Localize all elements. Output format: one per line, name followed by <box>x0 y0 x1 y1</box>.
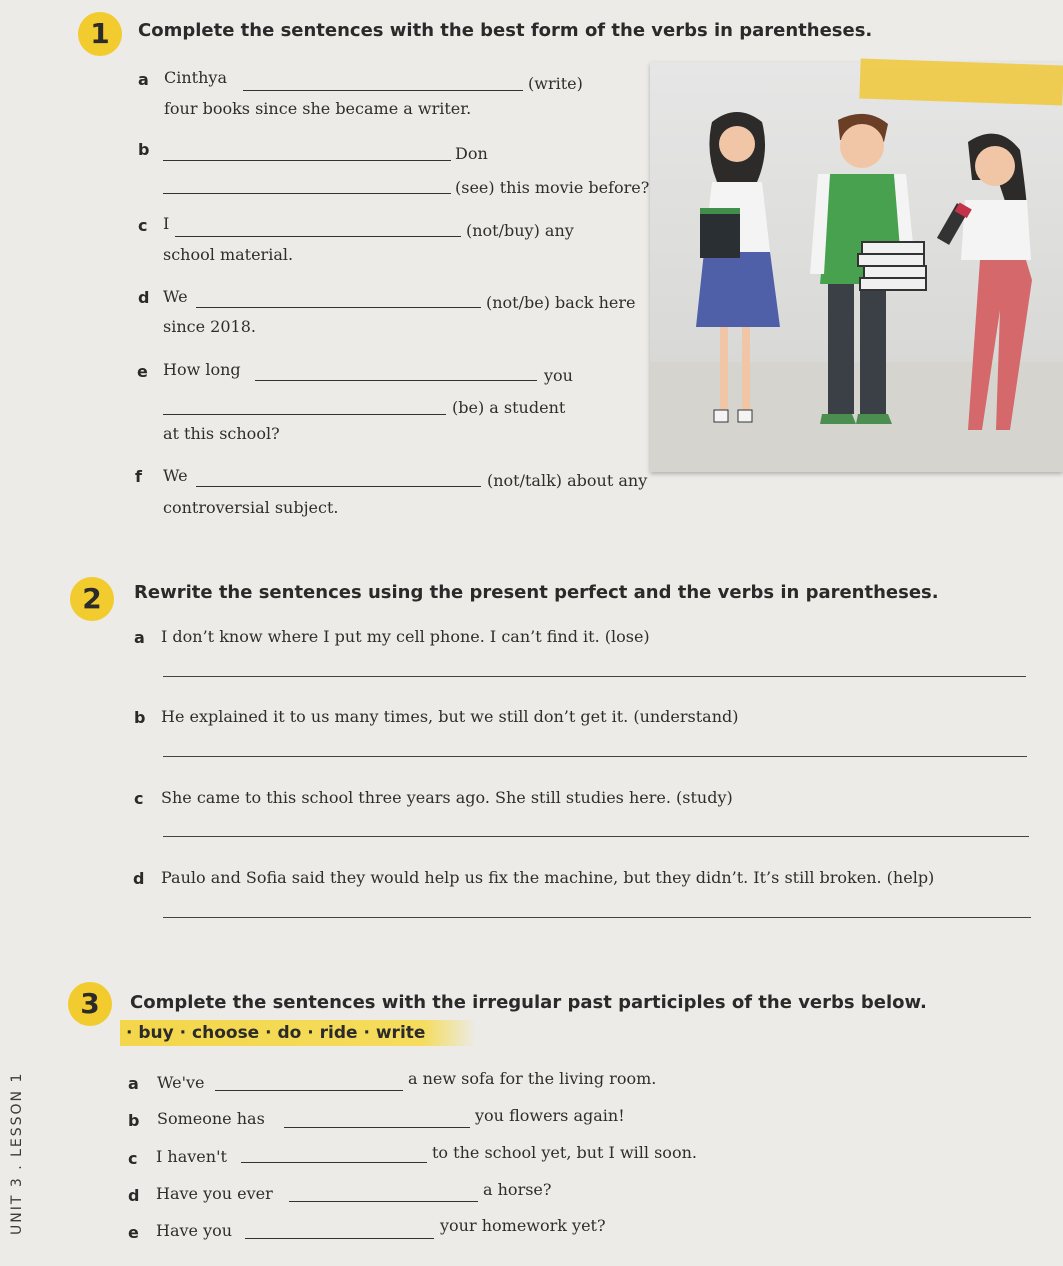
ex1-item-b-text: Don <box>455 144 488 163</box>
ex2-item-a-letter: a <box>134 628 145 647</box>
ex2-item-b-letter: b <box>134 708 146 727</box>
ex1-item-e-blank-2[interactable] <box>163 414 446 415</box>
exercise-1-number: 1 <box>78 12 122 56</box>
ex1-item-d-text: We <box>163 287 188 306</box>
unit-lesson-label: UNIT 3 . LESSON 1 <box>9 1071 25 1235</box>
ex2-item-c-letter: c <box>134 789 144 808</box>
ex1-item-b-line2: (see) this movie before? <box>455 178 650 197</box>
ex3-item-b-before: Someone has <box>157 1109 265 1128</box>
ex1-item-f-text: We <box>163 466 188 485</box>
exercise-2-instruction: Rewrite the sentences using the present perfect and the verbs in parentheses. <box>134 582 939 603</box>
ex1-item-a-letter: a <box>138 70 149 89</box>
ex1-item-a-text: Cinthya <box>164 68 227 87</box>
ex3-item-c-blank[interactable] <box>241 1162 427 1163</box>
ex1-item-c-blank[interactable] <box>175 236 461 237</box>
ex1-item-e-line3: at this school? <box>163 424 280 443</box>
ex1-item-e-blank-1[interactable] <box>255 380 537 381</box>
students-illustration <box>650 62 1063 472</box>
ex1-item-e-you: you <box>544 366 573 385</box>
ex2-item-d-text: Paulo and Sofia said they would help us fix the machine, but they didn’t. It’s still broken. (help) <box>161 868 935 887</box>
ex3-item-a-letter: a <box>128 1074 139 1093</box>
ex3-item-d-after: a horse? <box>483 1180 552 1199</box>
ex3-item-b-after: you flowers again! <box>475 1106 625 1125</box>
exercise-2-number: 2 <box>70 577 114 621</box>
ex1-item-e-line2: (be) a student <box>452 398 566 417</box>
ex1-item-a-line2: four books since she became a writer. <box>164 99 472 118</box>
ex3-item-e-letter: e <box>128 1223 139 1242</box>
ex2-item-d-letter: d <box>133 869 145 888</box>
ex3-item-b-letter: b <box>128 1111 140 1130</box>
ex1-item-b-letter: b <box>138 140 150 159</box>
ex2-item-c-answer-line[interactable] <box>163 836 1029 837</box>
word-bank: · buy · choose · do · ride · write <box>120 1020 476 1046</box>
ex1-item-a-verb: (write) <box>528 74 583 93</box>
ex1-item-f-verb: (not/talk) about any <box>487 471 648 490</box>
ex1-item-e-text: How long <box>163 360 241 379</box>
ex3-item-d-letter: d <box>128 1186 140 1205</box>
ex2-item-b-text: He explained it to us many times, but we still don’t get it. (understand) <box>161 707 739 726</box>
ex1-item-c-line2: school material. <box>163 245 294 264</box>
ex2-item-d-answer-line[interactable] <box>163 917 1031 918</box>
ex2-item-b-answer-line[interactable] <box>163 756 1027 757</box>
ex1-item-b-blank-1[interactable] <box>163 160 451 161</box>
ex3-item-c-after: to the school yet, but I will soon. <box>432 1143 697 1162</box>
ex3-item-c-before: I haven't <box>156 1147 227 1166</box>
ex1-item-f-blank[interactable] <box>196 486 481 487</box>
exercise-3-number: 3 <box>68 982 112 1026</box>
ex2-item-a-text: I don’t know where I put my cell phone. I can’t find it. (lose) <box>161 627 650 646</box>
ex3-item-e-before: Have you <box>156 1221 233 1240</box>
ex2-item-a-answer-line[interactable] <box>163 676 1026 677</box>
ex3-item-e-after: your homework yet? <box>440 1216 606 1235</box>
students-drawing <box>650 62 1063 472</box>
ex3-item-e-blank[interactable] <box>245 1238 434 1239</box>
ex3-item-d-blank[interactable] <box>289 1201 478 1202</box>
exercise-1-instruction: Complete the sentences with the best form of the verbs in parentheses. <box>138 20 873 41</box>
ex1-item-c-text: I <box>163 214 170 233</box>
ex2-item-c-text: She came to this school three years ago. She still studies here. (study) <box>161 788 733 807</box>
exercise-3-instruction: Complete the sentences with the irregular past participles of the verbs below. <box>130 992 927 1013</box>
ex1-item-c-letter: c <box>138 216 148 235</box>
ex3-item-b-blank[interactable] <box>284 1127 470 1128</box>
ex3-item-a-after: a new sofa for the living room. <box>408 1069 657 1088</box>
ex3-item-d-before: Have you ever <box>156 1184 273 1203</box>
ex3-item-a-before: We've <box>157 1073 205 1092</box>
ex1-item-b-blank-2[interactable] <box>163 193 451 194</box>
ex1-item-f-letter: f <box>135 467 142 486</box>
ex1-item-a-blank[interactable] <box>243 90 523 91</box>
ex1-item-f-line2: controversial subject. <box>163 498 339 517</box>
ex1-item-e-letter: e <box>137 362 148 381</box>
ex1-item-d-verb: (not/be) back here <box>486 293 636 312</box>
tape-decoration <box>859 58 1063 105</box>
ex3-item-a-blank[interactable] <box>215 1090 403 1091</box>
ex3-item-c-letter: c <box>128 1149 138 1168</box>
ex1-item-d-blank[interactable] <box>196 307 481 308</box>
ex1-item-c-verb: (not/buy) any <box>466 221 574 240</box>
ex1-item-d-letter: d <box>138 288 150 307</box>
ex1-item-d-line2: since 2018. <box>163 317 256 336</box>
